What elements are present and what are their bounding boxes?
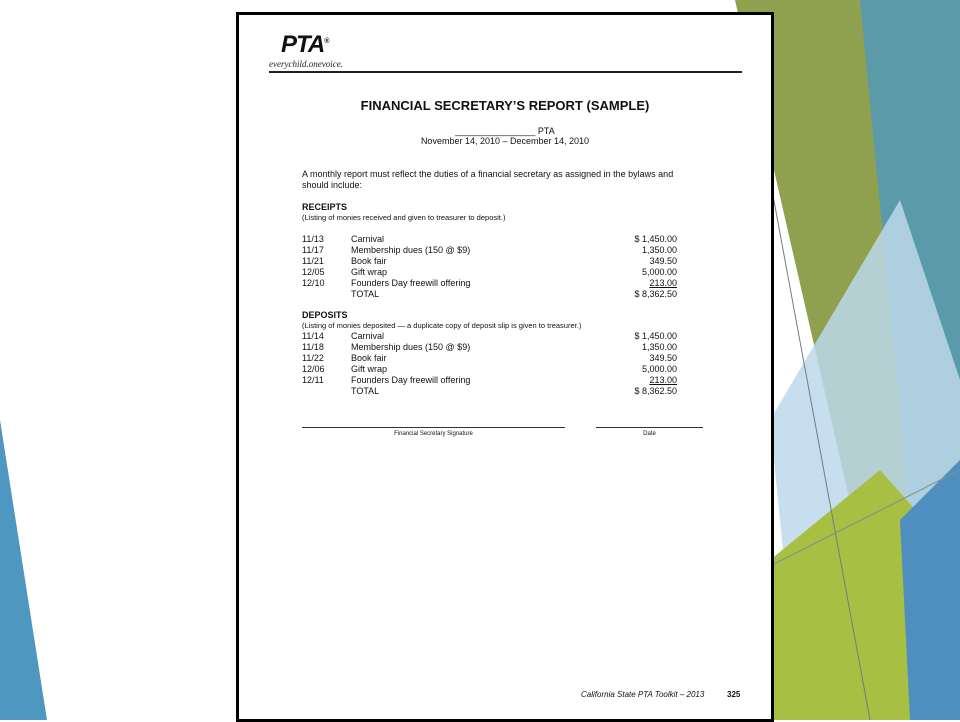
deposit-date: 12/11 (302, 375, 324, 385)
footer-source: California State PTA Toolkit – 2013 (581, 690, 705, 699)
table-row (302, 256, 677, 267)
receipts-note: (Listing of monies received and given to treasurer to deposit.) (302, 213, 506, 222)
deposits-heading: DEPOSITS (302, 310, 348, 320)
receipt-date: 11/17 (302, 245, 324, 255)
receipt-item: Founders Day freewill offering (351, 278, 471, 288)
receipt-date: 11/13 (302, 234, 324, 244)
table-row (302, 342, 677, 353)
receipt-amount: 1,350.00 (641, 245, 677, 255)
table-row (302, 331, 677, 342)
table-row (302, 375, 677, 386)
deposit-amount: 1,350.00 (641, 342, 677, 352)
deposit-date: 11/18 (302, 342, 324, 352)
deposit-amount: 349.50 (649, 353, 677, 363)
date-label: Date (643, 431, 656, 437)
deposit-total-amount: $ 8,362.50 (634, 386, 677, 396)
deposit-item: Book fair (351, 353, 387, 363)
receipt-item: Membership dues (150 @ $9) (351, 245, 471, 255)
table-row (302, 353, 677, 364)
receipt-total-label: TOTAL (351, 289, 380, 299)
table-row (302, 245, 677, 256)
receipt-amount: 213.00 (649, 278, 677, 288)
receipt-item: Gift wrap (351, 267, 388, 277)
deposit-item: Founders Day freewill offering (351, 375, 471, 385)
document-page (236, 12, 774, 722)
page-number: 325 (727, 690, 741, 699)
left-blue-shape (0, 420, 47, 720)
table-row (302, 278, 677, 289)
report-intro: A monthly report must reflect the duties of a financial secretary as assigned in the bylaws and should include: (302, 169, 674, 190)
table-row (302, 267, 677, 278)
receipt-date: 12/10 (302, 278, 325, 288)
deposit-amount: 213.00 (649, 375, 677, 385)
pta-name-line: ________________ PTA (455, 126, 555, 136)
date-line (596, 427, 703, 428)
receipt-amount: $ 1,450.00 (634, 234, 677, 244)
receipt-item: Book fair (351, 256, 387, 266)
signature-line (302, 427, 565, 428)
deposit-date: 11/22 (302, 353, 324, 363)
receipt-total-amount: $ 8,362.50 (634, 289, 677, 299)
deposit-amount: $ 1,450.00 (634, 331, 677, 341)
receipts-heading: RECEIPTS (302, 202, 348, 212)
receipt-item: Carnival (351, 234, 385, 244)
deposit-total-label: TOTAL (351, 386, 380, 396)
receipt-amount: 349.50 (649, 256, 677, 266)
deposit-item: Carnival (351, 331, 385, 341)
deposit-amount: 5,000.00 (641, 364, 677, 374)
table-row (302, 234, 677, 245)
header-rule (269, 71, 742, 73)
receipt-date: 12/05 (302, 267, 325, 277)
pta-logo: PTA® (281, 31, 329, 58)
deposit-item: Gift wrap (351, 364, 388, 374)
deposits-note: (Listing of monies deposited — a duplicate copy of deposit slip is given to treasurer.) (302, 321, 582, 330)
deposit-date: 12/06 (302, 364, 325, 374)
table-row-total (302, 289, 677, 300)
report-title: FINANCIAL SECRETARY’S REPORT (SAMPLE) (360, 98, 650, 113)
deposit-item: Membership dues (150 @ $9) (351, 342, 471, 352)
receipt-amount: 5,000.00 (641, 267, 677, 277)
table-row (302, 364, 677, 375)
deposit-date: 11/14 (302, 331, 324, 341)
table-row-total (302, 386, 677, 397)
report-date-range: November 14, 2010 – December 14, 2010 (420, 136, 590, 146)
receipt-date: 11/21 (302, 256, 324, 266)
signature-label: Financial Secretary Signature (394, 431, 473, 437)
pta-tagline: everychild.onevoice. (269, 59, 343, 69)
